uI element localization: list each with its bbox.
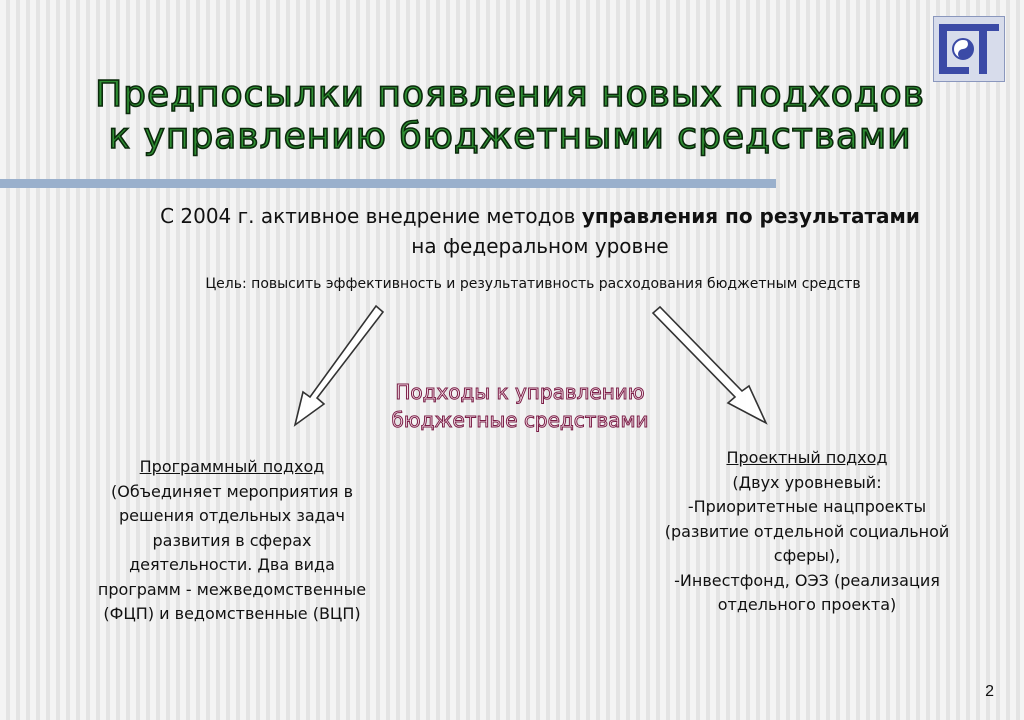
intro-text-part-1: С 2004 г. активное внедрение методов: [160, 204, 582, 228]
goal-text: Цель: повысить эффективность и результативность расходования бюджетным средств: [205, 276, 861, 292]
slide-title-line-1: Предпосылки появления новых подходов: [95, 74, 925, 115]
project-approach-line-3: -Инвестфонд, ОЭЗ (реализация отдельного проекта): [674, 570, 940, 614]
intro-text-emphasis: управления по результатами: [581, 204, 920, 228]
page-number: 2: [985, 683, 994, 700]
program-approach-body: (Объединяет мероприятия в решения отдельных задач развития в сферах деятельности. Два вида программ - межведомственные (ФЦП) и ведомственные (ВЦП): [97, 481, 367, 623]
intro-text-part-2: на федеральном уровне: [411, 234, 669, 258]
approaches-heading-line-1: Подходы к управлению: [395, 380, 645, 404]
approaches-heading: [330, 378, 710, 434]
project-approach-block: [662, 446, 952, 618]
project-approach-line-2: -Приоритетные нацпроекты (развитие отдельной социальной сферы),: [664, 497, 950, 565]
approaches-heading-line-2: бюджетные средствами: [391, 408, 649, 432]
project-approach-line-1: (Двух уровневый:: [732, 472, 882, 492]
slide-title-line-2: к управлению бюджетными средствами: [108, 116, 912, 157]
program-approach-heading: Программный подход: [139, 457, 325, 476]
program-approach-block: [92, 455, 372, 627]
project-approach-heading: Проектный подход: [726, 448, 888, 467]
